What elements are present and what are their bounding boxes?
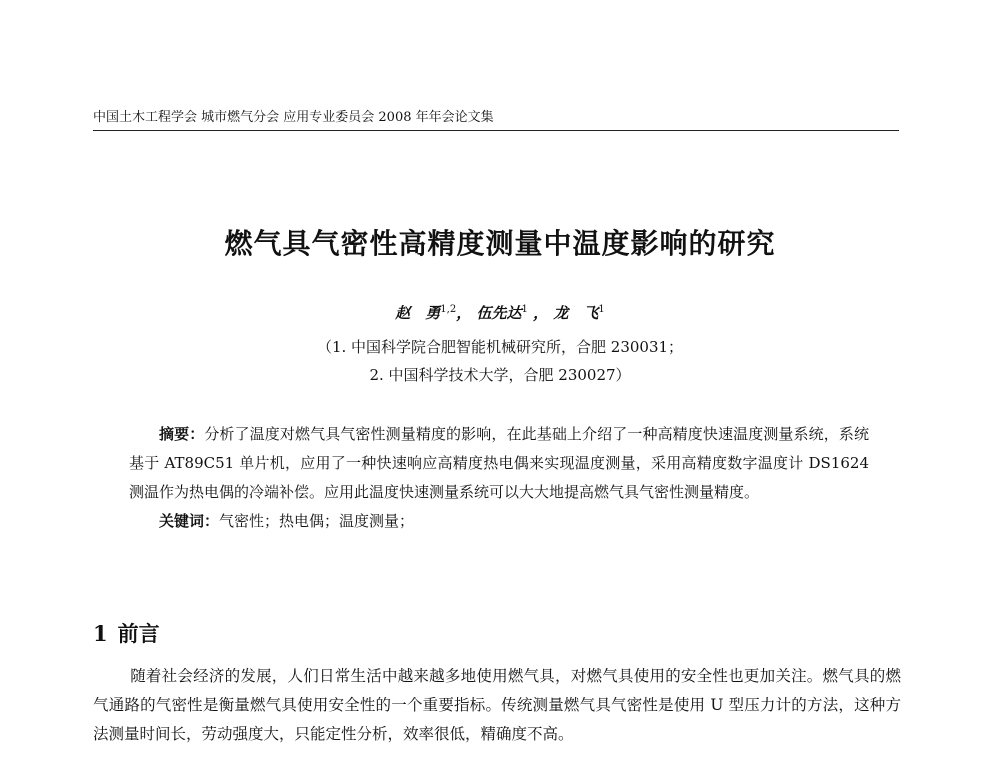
affiliation-1: （1. 中国科学院合肥智能机械研究所，合肥 230031； (316, 338, 684, 356)
keywords-text: 气密性；热电偶；温度测量； (219, 512, 415, 530)
abstract-paragraph (129, 420, 869, 507)
abstract (129, 420, 869, 536)
author-line (0, 302, 1000, 323)
author-affiliation-mark: 1,2 (440, 304, 457, 315)
author-separator: ， (456, 304, 472, 322)
keywords-line (129, 507, 869, 536)
section-body (93, 662, 901, 749)
abstract-text: 分析了温度对燃气具气密性测量精度的影响，在此基础上介绍了一种高精度快速温度测量系统，系统基于 AT89C51 单片机，应用了一种快速响应高精度热电偶来实现温度测量，采用高精度数字温度计 DS1624 测温作为热电偶的冷端补偿。应用此温度快速测量系统可以大大地提高燃气具气密性测量精度。 (129, 425, 869, 501)
header-text: 中国土木工程学会 城市燃气分会 应用专业委员会 2008 年年会论文集 (93, 110, 494, 125)
section-number: 1 (93, 621, 108, 646)
paper-title: 燃气具气密性高精度测量中温度影响的研究 (224, 227, 776, 260)
author-name: 伍先达 (476, 304, 522, 322)
abstract-label: 摘要： (159, 425, 205, 443)
keywords-label: 关键词： (159, 512, 220, 530)
author-separator: ， (527, 304, 549, 322)
body-paragraph: 随着社会经济的发展，人们日常生活中越来越多地使用燃气具，对燃气具使用的安全性也更加关注。燃气具的燃气通路的气密性是衡量燃气具使用安全性的一个重要指标。传统测量燃气具气密性是使用 U 型压力计的方法，这种方法测量时间长，劳动强度大，只能定性分析，效率很低，精确度不高。 (93, 667, 901, 743)
author-affiliation-mark: 1 (598, 304, 605, 315)
author-affiliation-mark: 1 (521, 304, 528, 315)
author-name: 龙 飞 (553, 304, 599, 322)
section-heading (93, 618, 160, 648)
affiliation-2: 2. 中国科学技术大学，合肥 230027） (369, 366, 631, 384)
running-header (93, 106, 899, 131)
section-title: 前言 (117, 621, 160, 646)
author-name: 赵 勇 (395, 304, 441, 322)
